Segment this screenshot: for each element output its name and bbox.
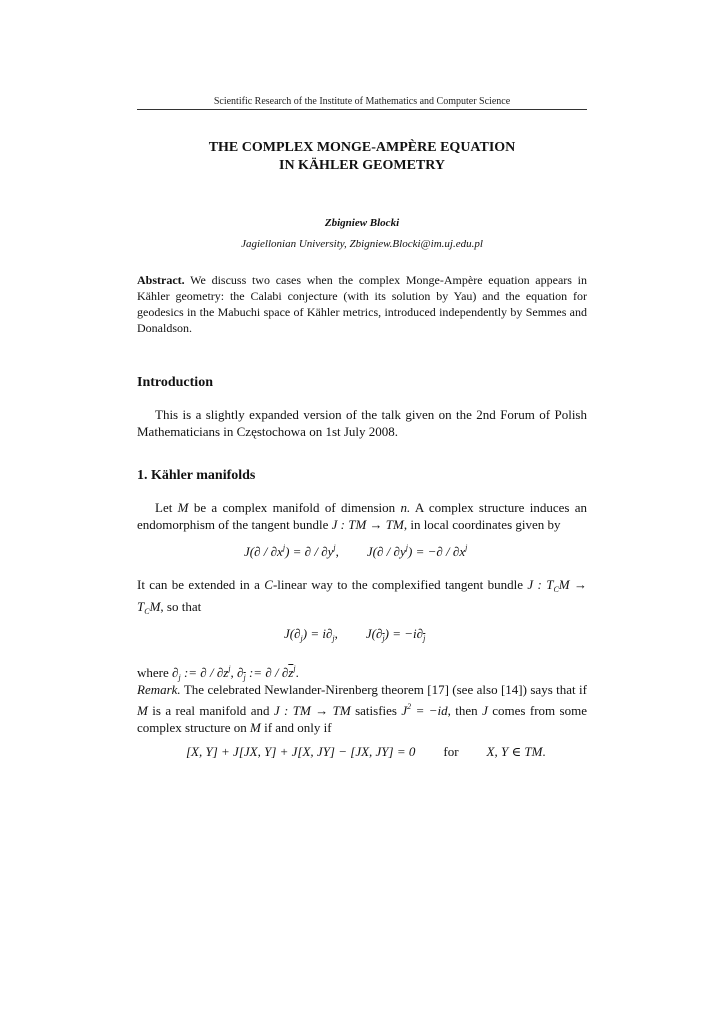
text-run: A complex structure induces an endomorphism of the tangent bundle (137, 500, 588, 532)
eq2-sub: j (423, 634, 426, 643)
math-C: C (264, 577, 273, 592)
math-n: n. (400, 500, 411, 515)
text-run: if and only if (260, 720, 332, 735)
remark-paragraph (137, 681, 587, 736)
math-sup: 2 (407, 702, 412, 711)
math-map: M (149, 599, 161, 614)
text-run: is a real manifold and (147, 703, 274, 718)
eq1-comma: , (335, 544, 339, 559)
math-J: J (401, 703, 408, 718)
eq1-part: ) = −∂ / ∂x (407, 544, 466, 559)
math: := ∂ / ∂ (245, 665, 289, 680)
eq2-comma: , (334, 626, 338, 641)
eq3-for: for (443, 744, 459, 759)
intro-paragraph: This is a slightly expanded version of the talk given on the 2nd Forum of Polish Mathematicians in Częstochowa on 1st July 2008. (137, 407, 587, 439)
eq2-part: J(∂ (284, 626, 301, 641)
text-run: comes from some complex structure on (137, 703, 587, 735)
equation-1 (244, 543, 467, 560)
text-run: be a complex manifold of dimension (188, 500, 401, 515)
math: := ∂ / ∂z (180, 665, 229, 680)
eq1-sup: j (282, 543, 286, 552)
text-run: satisfies (350, 703, 402, 718)
eq1-sup: j (333, 543, 336, 552)
text-run: . (295, 665, 299, 680)
header-rule (137, 109, 587, 110)
author-name: Zbigniew Blocki (324, 217, 400, 229)
eq1-sup: j (405, 543, 408, 552)
title-line-1: THE COMPLEX MONGE-AMPÈRE EQUATION (208, 140, 516, 155)
abstract (137, 272, 587, 336)
section1-heading: 1. Kähler manifolds (137, 468, 256, 483)
math-sup: j (293, 664, 296, 673)
eq2-sub: j (300, 634, 303, 643)
math-map: J : TM → TM (273, 703, 351, 718)
equation-2 (284, 626, 425, 643)
math-map: J : T (527, 577, 554, 592)
eq3-condition: X, Y ∈ TM (486, 744, 543, 759)
text-run: , so that (160, 599, 202, 614)
eq2-part: ) = −i∂ (384, 626, 424, 641)
text-run: , in local coordinates given by (403, 517, 561, 532)
math-sub: j (243, 673, 246, 682)
math: ∂ (172, 665, 179, 680)
eq2-sub: j (332, 634, 335, 643)
running-header: Scientific Research of the Institute of Mathematics and Computer Science (213, 96, 511, 107)
text-run: It can be extended in a (137, 577, 265, 592)
math-zbar: $\overline{z}$ (288, 665, 294, 680)
math-J-map: J : TM → TM (331, 517, 404, 532)
math-J: J (482, 703, 488, 718)
text-run: , then (447, 703, 483, 718)
text-run: -linear way to the complexified tangent bundle (272, 577, 528, 592)
eq1-part: J(∂ / ∂y (366, 544, 406, 559)
math-sub: C (553, 585, 559, 594)
math-M: M (250, 720, 261, 735)
math: = −id (411, 703, 448, 718)
author-affiliation: Jagiellonian University, Zbigniew.Blocki@im.uj.edu.pl (241, 238, 483, 250)
math-sub: C (144, 607, 150, 616)
eq2-part: ) = i∂ (302, 626, 333, 641)
section1-paragraph-2 (137, 576, 587, 620)
text-run: Let (155, 500, 178, 515)
eq1-sup: j (465, 543, 468, 552)
abstract-text: We discuss two cases when the complex Monge-Ampère equation appears in Kähler geometry: the Calabi conjecture (with its solution by Yau) and the equation for geodesics in the Mabuchi space of Kähler metrics, introduced independently by Semmes and Donaldson. (137, 273, 587, 335)
math-sup: j (228, 664, 231, 673)
abstract-label: Abstract. (137, 273, 185, 287)
math-map: M → T (137, 577, 587, 614)
math-M: M (137, 703, 148, 718)
intro-heading: Introduction (137, 375, 213, 390)
eq1-part: J(∂ / ∂x (244, 544, 283, 559)
math-M: M (177, 500, 189, 515)
math: , ∂ (230, 665, 244, 680)
eq3-period: . (542, 744, 546, 759)
title-line-2: IN KÄHLER GEOMETRY (279, 158, 445, 173)
paper-title (137, 139, 587, 175)
eq1-part: ) = ∂ / ∂y (285, 544, 334, 559)
equation-3 (186, 744, 546, 760)
text-run: The celebrated Newlander-Nirenberg theorem [17] (see also [14]) says that if (180, 682, 587, 697)
section1-paragraph-1 (137, 499, 587, 533)
eq2-part: J(∂ (365, 626, 383, 641)
remark-label: Remark. (137, 682, 181, 697)
eq3-formula: [X, Y] + J[JX, Y] + J[X, JY] − [JX, JY] = 0 (186, 744, 416, 759)
math-sub: j (178, 673, 181, 682)
text-run: where (137, 665, 173, 680)
eq2-sub: j (382, 634, 385, 643)
